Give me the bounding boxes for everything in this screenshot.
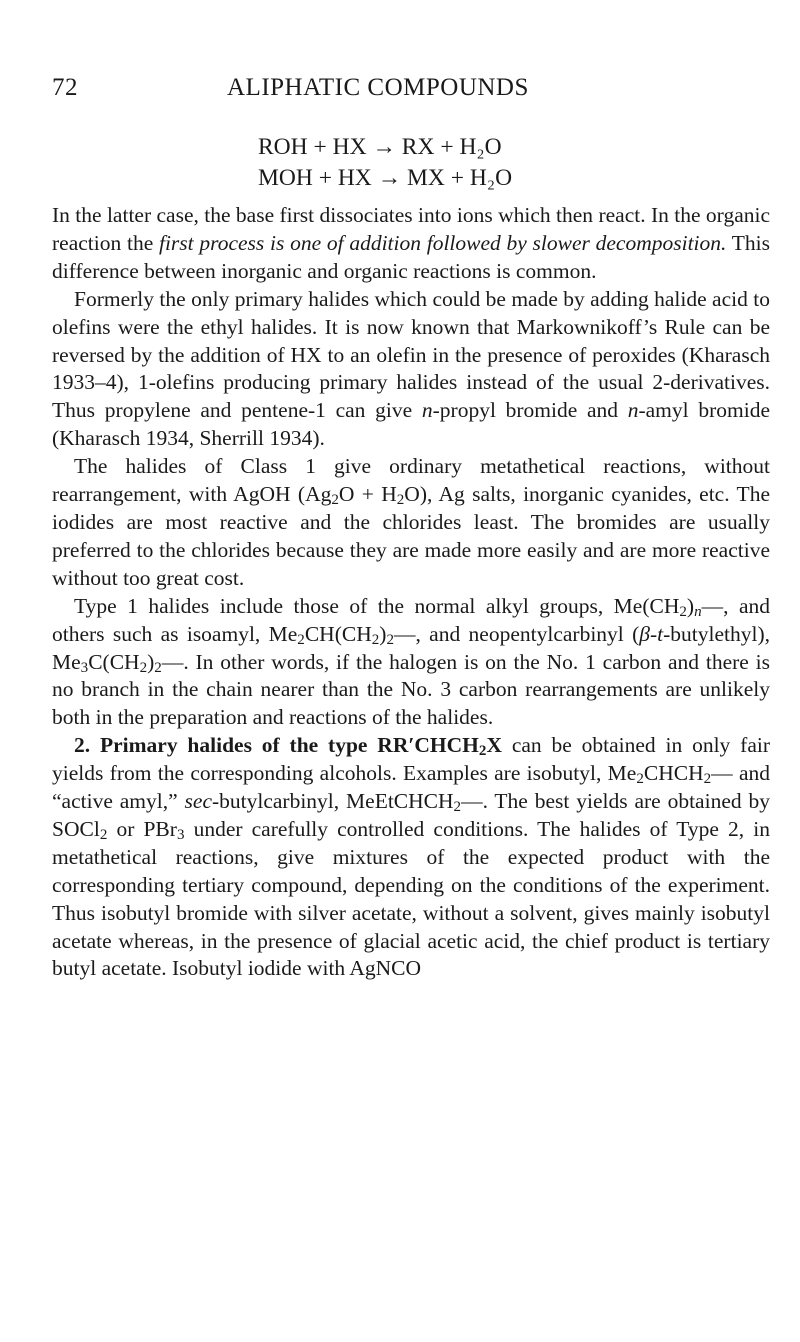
text-segment: n <box>627 398 639 423</box>
text-segment: ) <box>147 649 155 674</box>
text-segment: -butylcarbinyl, MeEtCHCH <box>211 789 454 814</box>
text-segment: 2 <box>331 492 339 509</box>
text-segment: first process is one of addition followed by slower decomposition. <box>158 230 727 255</box>
text-segment: -propyl bromide and <box>432 398 628 423</box>
paragraph <box>52 593 770 733</box>
text-segment: n <box>694 603 702 620</box>
reaction-equations <box>258 132 512 194</box>
text-segment: O + H <box>338 482 397 507</box>
text-segment: 2 <box>139 659 148 676</box>
page-number: 72 <box>52 74 78 101</box>
body-text <box>52 202 770 983</box>
text-segment: 3 <box>176 826 185 843</box>
text-segment: 2 <box>99 826 108 843</box>
text-segment: 2 <box>386 631 394 648</box>
text-segment: -amyl bromide (Kharasch 1934, Sherrill 1934). <box>52 398 770 451</box>
text-segment: In the latter case, the base first dissociates into ions which then react. In the organic reaction the <box>52 203 770 255</box>
text-segment: 2 <box>396 492 405 509</box>
text-segment: —. The best yields are obtained by SOCl <box>52 789 770 841</box>
paragraph <box>52 202 770 286</box>
text-segment: —, and others such as isoamyl, Me <box>52 593 770 646</box>
text-segment: -butylethyl), Me <box>52 621 770 674</box>
paragraph <box>52 286 770 453</box>
text-segment: sec <box>184 789 212 814</box>
text-segment: — and “active amyl,” <box>52 761 770 814</box>
text-segment: ) <box>686 593 695 618</box>
text-segment: 2 <box>703 771 712 788</box>
text-segment: 2 <box>371 631 380 648</box>
equation-base: MOH + HX → MX + H₂O <box>258 165 513 191</box>
text-segment: —. In other words, if the halogen is on the No. 1 carbon and there is no branch in the chain nearer than the No. 3 carbon rearrangements are unlikely both in the preparation and reactions of the halides. <box>52 649 770 730</box>
text-segment: 2 <box>453 799 462 816</box>
paragraph <box>52 732 770 983</box>
text-segment: This difference between inorganic and organic reactions is common. <box>52 230 770 283</box>
text-segment: C(CH <box>88 649 140 674</box>
text-segment: β-t <box>639 621 664 646</box>
paragraph <box>52 453 770 593</box>
text-segment: CH(CH <box>304 621 372 646</box>
text-segment: or PBr <box>107 816 177 841</box>
text-segment: 2 <box>478 743 487 760</box>
text-segment: 2. Primary halides of the type RR′CHCH <box>74 733 479 758</box>
text-segment: 3 <box>80 659 89 676</box>
text-segment: ) <box>379 621 387 646</box>
running-head: ALIPHATIC COMPOUNDS <box>227 74 529 101</box>
text-segment: 2 <box>679 603 687 620</box>
text-segment: —, and neopentylcarbinyl ( <box>393 621 640 646</box>
text-segment: Formerly the only primary halides which could be made by adding halide acid to olefins were the ethyl halides. It is now known that Markownikoff’s Rule can be reversed by the addition of HX to an olefin in the presence of peroxides (Kharasch 1933–4), 1-olefins producing primary halides instead of the usual 2-derivatives. Thus propylene and pentene-1 can give <box>52 286 770 423</box>
text-segment: The halides of Class 1 give ordinary metathetical reactions, without rearrangement, with AgOH (Ag <box>52 454 770 507</box>
text-segment: 2 <box>636 771 644 788</box>
text-segment: O), Ag salts, inorganic cyanides, etc. The iodides are most reactive and the chlorides least. The bromides are usually preferred to the chlorides because they are made more easily and are more reactive without too great cost. <box>52 482 770 590</box>
text-segment: X <box>486 733 502 758</box>
text-segment: 2 <box>154 659 162 676</box>
equation-alcohol: ROH + HX → RX + H₂O <box>258 134 502 160</box>
text-segment: CHCH <box>643 761 704 786</box>
text-segment: under carefully controlled conditions. The halides of Type 2, in metathetical reactions, give mixtures of the expected product with the corresponding tertiary compound, depending on the conditions of the experiment. Thus isobutyl bromide with silver acetate, without a solvent, gives mainly isobutyl acetate whereas, in the presence of glacial acetic acid, the chief product is tertiary butyl acetate. Isobutyl iodide with AgNCO <box>52 816 770 981</box>
text-segment: can be obtained in only fair yields from the corresponding alcohols. Examples are isobutyl, Me <box>52 733 770 786</box>
text-segment: n <box>421 398 433 423</box>
text-segment: Type 1 halides include those of the normal alkyl groups, Me(CH <box>74 593 680 618</box>
text-segment: 2 <box>297 631 305 648</box>
